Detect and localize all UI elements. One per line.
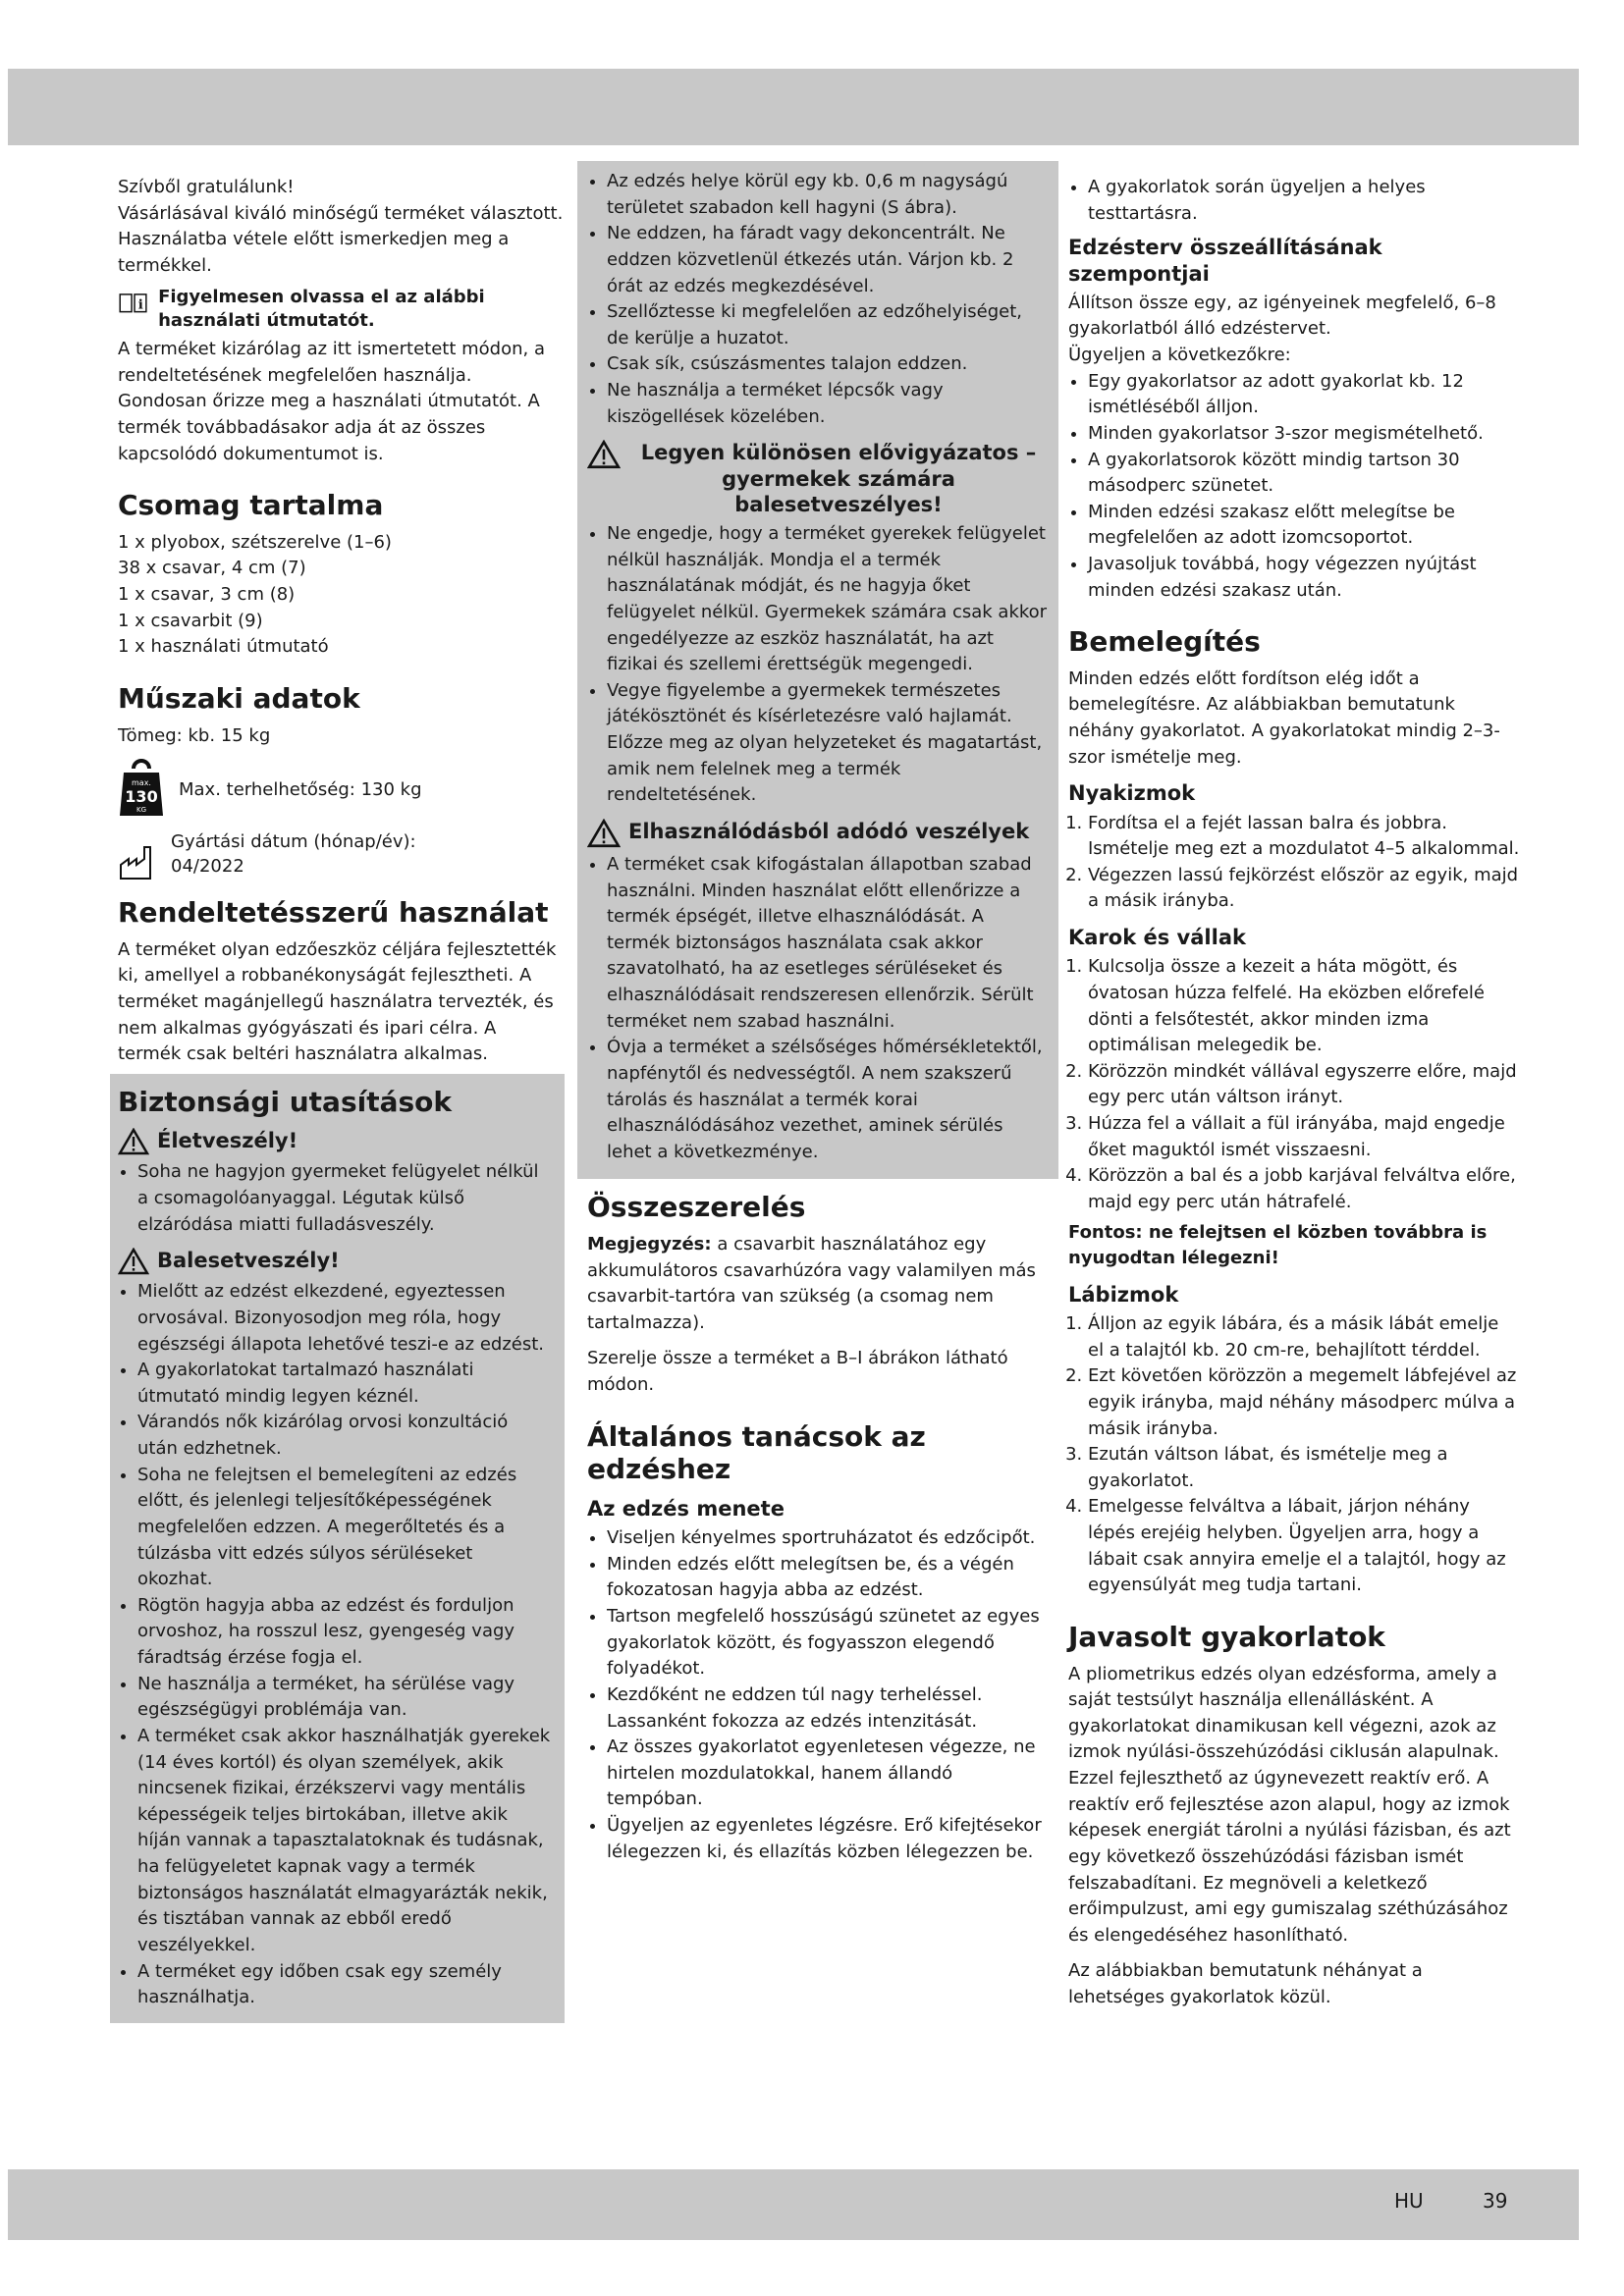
recommended-heading: Javasolt gyakorlatok xyxy=(1068,1620,1385,1653)
list-item: • Az összes gyakorlatot egyenletesen végezze, ne hirtelen mozdulatokkal, hanem állandó tempóban. xyxy=(607,1735,1049,1813)
list-item: • Kezdőként ne eddzen túl nagy terheléssel. Lassanként fokozza az edzés intenzitását. xyxy=(607,1682,1049,1735)
list-item: 1 x használati útmutató xyxy=(118,636,329,658)
wear-warning-title: Elhasználódásból adódó veszélyek xyxy=(628,819,1030,843)
footer-bar xyxy=(8,2169,1579,2240)
book-info-icon xyxy=(118,286,148,319)
accident-list xyxy=(118,1279,553,2011)
list-item: 1. Álljon az egyik lábára, és a másik lábát emelje el a talajtól kb. 20 cm-re, behajlított térddel. xyxy=(1088,1311,1520,1363)
list-item: • Rögtön hagyja abba az edzést és forduljon orvoshoz, ha rosszul lesz, gyengeség vagy fáradtság érzése fogja el. xyxy=(137,1593,553,1672)
list-item: • A gyakorlatsorok között mindig tartson 30 másodperc szünetet. xyxy=(1088,448,1520,500)
assembly-note xyxy=(587,1232,1049,1337)
svg-text:i: i xyxy=(137,297,143,313)
intro-greeting: Szívből gratulálunk! xyxy=(118,177,295,197)
warning-icon xyxy=(587,440,621,469)
list-item: • Soha ne felejtsen el bemelegíteni az edzés előtt, és jelenlegi teljesítőképességének megfelelően edzzen. A megerőltetés és a túlzásba vitt edzés súlyos sérüléseket okozhat. xyxy=(137,1463,553,1593)
life-danger-title: Életveszély! xyxy=(157,1129,298,1153)
manufacture-row xyxy=(118,829,565,882)
tech-heading: Műszaki adatok xyxy=(118,681,360,715)
list-item: 1. Fordítsa el a fejét lassan balra és jobbra. Ismételje meg ezt a mozdulatot 4–5 alkalommal. xyxy=(1088,811,1520,863)
manufacture-label: Gyártási dátum (hónap/év): xyxy=(171,831,416,853)
list-item: • Minden edzés előtt melegítsen be, és a végén fokozatosan hagyja abba az edzést. xyxy=(607,1552,1049,1604)
list-item: 38 x csavar, 4 cm (7) xyxy=(118,558,306,579)
list-item: • Tartson megfelelő hosszúságú szünetet az egyes gyakorlatok között, és fogyasszon elegendő folyadékot. xyxy=(607,1604,1049,1682)
neck-list xyxy=(1068,811,1520,916)
column-1 xyxy=(118,175,565,2023)
list-item: • Szellőztesse ki megfelelően az edzőhelyiséget, de kerülje a huzatot. xyxy=(607,299,1049,351)
max-load-text: Max. terhelhetőség: 130 kg xyxy=(179,778,422,800)
weight-limit-icon xyxy=(118,759,165,820)
assembly-heading: Összeszerelés xyxy=(587,1191,806,1224)
list-item: 4. Körözzön a bal és a jobb karjával felváltva előre, majd egy perc után hátrafelé. xyxy=(1088,1163,1520,1215)
weight-icon-label-unit: KG xyxy=(135,806,147,815)
list-item: • Minden edzési szakasz előtt melegítse be megfelelően az adott izomcsoportot. xyxy=(1088,500,1520,552)
weight-icon-label-max: max. xyxy=(132,778,151,788)
weight-text: Tömeg: kb. 15 kg xyxy=(118,724,271,746)
contents-list xyxy=(118,530,565,661)
manufacture-date: 04/2022 xyxy=(171,856,244,878)
list-item: • Ügyeljen az egyenletes légzésre. Erő kifejtésekor lélegezzen ki, és ellazítás közben lélegezzen be. xyxy=(607,1813,1049,1865)
list-item: • Ne engedje, hogy a terméket gyerekek felügyelet nélkül használják. Mondja el a termék használatának módját, és ne hagyja őket felügyelet nélkül. Gyermekek számára csak akkor engedélyezze az eszköz használatát, ha azt fizikai és szellemi érettségük megengedi. xyxy=(607,521,1049,678)
posture-list xyxy=(1068,175,1520,227)
list-item: • Egy gyakorlatsor az adott gyakorlat kb. 12 ismétléséből álljon. xyxy=(1088,369,1520,421)
intro-text-2: A terméket kizárólag az itt ismertetett módon, a rendeltetésének megfelelően használja. Gondosan őrizze meg a használati útmutatót. A termék továbbadásakor adja át az összes kapcsolódó dokumentumot is. xyxy=(118,339,545,464)
list-item: 1. Kulcsolja össze a kezeit a háta mögött, és óvatosan húzza felfelé. Ha eközben előrefelé dönti a felsőtestét, akkor minden izma optimálisan melegedik be. xyxy=(1088,954,1520,1059)
warning-icon xyxy=(118,1128,149,1155)
accident-warning xyxy=(118,1248,553,1275)
safety-box-continued xyxy=(577,161,1058,1179)
list-item: • Ne használja a terméket lépcsők vagy kiszögellések közelében. xyxy=(607,378,1049,430)
warmup-heading: Bemelegítés xyxy=(1068,625,1261,659)
footer-language: HU xyxy=(1394,2189,1424,2213)
life-danger-warning xyxy=(118,1128,553,1155)
list-item: 3. Húzza fel a vállait a fül irányába, majd engedje őket maguktól ismét visszaesni. xyxy=(1088,1111,1520,1163)
important-note: Fontos: ne felejtsen el közben továbbra is nyugodtan lélegezni! xyxy=(1068,1221,1488,1269)
list-item: • A gyakorlatok során ügyeljen a helyes testtartásra. xyxy=(1088,175,1520,227)
list-item: • Óvja a terméket a szélsőséges hőmérsékletektől, napfénytől és nedvességtől. A nem szakszerű tárolás és használat a termék korai elhasználódásához vezethet, aminek sérülés lehet a következménye. xyxy=(607,1035,1049,1165)
recommended-text: A pliometrikus edzés olyan edzésforma, amely a saját testsúlyt használja ellenállásként. A gyakorlatokat dinamikusan kell végezni, azok az izmok nyúlási-összehúzódási ciklusán alapulnak. Ezzel fejleszthető az úgynevezett reaktív erő. A reaktív erő fejlesztése azon alapul, hogy az izmok képesek energiát tárolni a nyúlási fázisban, és azt egy következő összehúzódási fázisban ismét felszabadítani. Ez megnöveli a keletkező erőimpulzust, ami egy gumiszalag széthúzásához és elengedéséhez hasonlítható. xyxy=(1068,1663,1511,1946)
list-item: • Vegye figyelembe a gyermekek természetes játékösztönét és kísérletezésre való hajlamát. Előzze meg az olyan helyzeteket és magatartást, amik nem felelnek meg a termék rendeltetésének. xyxy=(607,678,1049,809)
read-notice-text: Figyelmesen olvassa el az alábbi használati útmutatót. xyxy=(158,286,485,331)
list-item: 1 x csavarbit (9) xyxy=(118,610,263,631)
weight-icon-label-value: 130 xyxy=(125,787,158,807)
safety-box xyxy=(110,1074,565,2023)
life-danger-list xyxy=(118,1159,553,1238)
wear-list xyxy=(587,852,1049,1166)
list-item: • Mielőtt az edzést elkezdené, egyeztessen orvosával. Bizonyosodjon meg róla, hogy egészségi állapota lehetővé teszi-e az edzést. xyxy=(137,1279,553,1358)
children-warning xyxy=(587,440,1049,517)
arms-list xyxy=(1068,954,1520,1215)
list-item: 2. Végezzen lassú fejkörzést először az egyik, majd a másik irányba. xyxy=(1088,863,1520,915)
neck-heading: Nyakizmok xyxy=(1068,781,1196,806)
list-item: 4. Emelgesse felváltva a lábait, járjon néhány lépés erejéig helyben. Ügyeljen arra, hogy a lábait csak annyira emelje el a talajtól, hogy az egyensúlyát meg tudja tartani. xyxy=(1088,1494,1520,1599)
list-item: • Várandós nők kizárólag orvosi konzultáció után edzhetnek. xyxy=(137,1410,553,1462)
list-item: 1 x csavar, 3 cm (8) xyxy=(118,584,296,606)
list-item: • Minden gyakorlatsor 3-szor megismételhető. xyxy=(1088,421,1520,448)
column-2 xyxy=(587,171,1049,1869)
legs-heading: Lábizmok xyxy=(1068,1282,1179,1307)
tips-heading: Általános tanácsok az edzéshez xyxy=(587,1419,926,1486)
page-number: 39 xyxy=(1483,2189,1508,2213)
usage-heading: Rendeltetésszerű használat xyxy=(118,896,549,930)
warning-icon xyxy=(118,1248,149,1275)
warmup-text: Minden edzés előtt fordítson elég időt a bemelegítésre. Az alábbiakban bemutatunk néhány gyakorlatot. A gyakorlatokat mindig 2–3-szor ismételje meg. xyxy=(1068,667,1500,768)
list-item: • A terméket egy időben csak egy személy használhatja. xyxy=(137,1959,553,2011)
max-load-row xyxy=(118,759,565,820)
plan-text: Állítson össze egy, az igényeinek megfelelő, 6–8 gyakorlatból álló edzéstervet. xyxy=(1068,292,1496,340)
safety-heading: Biztonsági utasítások xyxy=(118,1085,453,1118)
list-item: • Javasoljuk továbbá, hogy végezzen nyújtást minden edzési szakasz után. xyxy=(1088,552,1520,604)
warning-icon xyxy=(587,819,621,848)
recommended-text-2: Az alábbiakban bemutatunk néhányat a lehetséges gyakorlatok közül. xyxy=(1068,1960,1423,2008)
process-heading: Az edzés menete xyxy=(587,1496,785,1521)
list-item: • Az edzés helye körül egy kb. 0,6 m nagyságú területet szabadon kell hagyni (S ábra). xyxy=(607,169,1049,221)
list-item: • Csak sík, csúszásmentes talajon eddzen. xyxy=(607,351,1049,378)
intro-text: Vásárlásával kiváló minőségű terméket választott. Használatba vétele előtt ismerkedjen meg a termékkel. xyxy=(118,202,564,276)
plan-text-2: Ügyeljen a következőkre: xyxy=(1068,345,1291,365)
list-item: 2. Ezt követően körözzön a megemelt lábfejével az egyik irányba, majd néhány másodperc múlva a másik irányba. xyxy=(1088,1363,1520,1442)
legs-list xyxy=(1068,1311,1520,1599)
list-item: • Viseljen kényelmes sportruházatot és edzőcipőt. xyxy=(607,1525,1049,1552)
contents-heading: Csomag tartalma xyxy=(118,489,384,522)
assembly-note-label: Megjegyzés: xyxy=(587,1233,712,1255)
plan-heading: Edzésterv összeállításának szempontjai xyxy=(1068,236,1382,286)
list-item: 1 x plyobox, szétszerelve (1–6) xyxy=(118,531,392,553)
arms-heading: Karok és vállak xyxy=(1068,926,1246,950)
list-item: • A gyakorlatokat tartalmazó használati útmutató mindig legyen kéznél. xyxy=(137,1358,553,1410)
list-item: 3. Ezután váltson lábat, és ismételje meg a gyakorlatot. xyxy=(1088,1442,1520,1494)
list-item: • Ne használja a terméket, ha sérülése vagy egészségügyi problémája van. xyxy=(137,1672,553,1724)
factory-icon xyxy=(118,843,157,882)
accident-title: Balesetveszély! xyxy=(157,1249,340,1273)
list-item: • Soha ne hagyjon gyermeket felügyelet nélkül a csomagolóanyaggal. Légutak külső elzáródása miatti fulladásveszély. xyxy=(137,1159,553,1238)
list-item: • Ne eddzen, ha fáradt vagy dekoncentrált. Ne eddzen közvetlenül étkezés után. Várjon kb. 2 órát az edzés megkezdésével. xyxy=(607,221,1049,299)
list-item: 2. Körözzön mindkét vállával egyszerre előre, majd egy perc után váltson irányt. xyxy=(1088,1059,1520,1111)
plan-list xyxy=(1068,369,1520,605)
children-warning-title: Legyen különösen elővigyázatos – gyermekek számára balesetveszélyes! xyxy=(640,441,1037,516)
wear-warning xyxy=(587,819,1049,848)
assembly-text: Szerelje össze a terméket a B–I ábrákon látható módon. xyxy=(587,1348,1008,1396)
usage-text: A terméket olyan edzőeszköz céljára fejlesztették ki, amellyel a robbanékonyságát fejlesztheti. A terméket magánjellegű használatra tervezték, és nem alkalmas gyógyászati és ipari célra. A termék csak beltéri használatra alkalmas. xyxy=(118,938,557,1065)
read-notice xyxy=(118,286,565,334)
list-item: • A terméket csak kifogástalan állapotban szabad használni. Minden használat előtt ellenőrizze a termék épségét, illetve elhasználódását. A termék biztonságos használata csak akkor szavatolható, ha az esetleges sérüléseket és elhasználódásait rendszeresen ellenőrzik. Sérült terméket nem szabad használni. xyxy=(607,852,1049,1035)
site-list xyxy=(587,169,1049,430)
children-list xyxy=(587,521,1049,809)
header-bar xyxy=(8,69,1579,145)
process-list xyxy=(587,1525,1049,1865)
list-item: • A terméket csak akkor használhatják gyerekek (14 éves kortól) és olyan személyek, akik nincsenek fizikai, érzékszervi vagy mentális képességeik teljes birtokában, illetve akik híján vannak a tapasztalatoknak és tudásnak, ha felügyeletet kapnak vagy a termék biztonságos használatát elmagyarázták nekik, és tisztában vannak az ebből eredő veszélyekkel. xyxy=(137,1724,553,1959)
assembly-note-text: a csavarbit használatához egy akkumulátoros csavarhúzóra vagy valamilyen más csavarbit-tartóra van szükség (a csomag nem tartalmazza). xyxy=(587,1233,1036,1333)
column-3 xyxy=(1068,175,1520,2017)
